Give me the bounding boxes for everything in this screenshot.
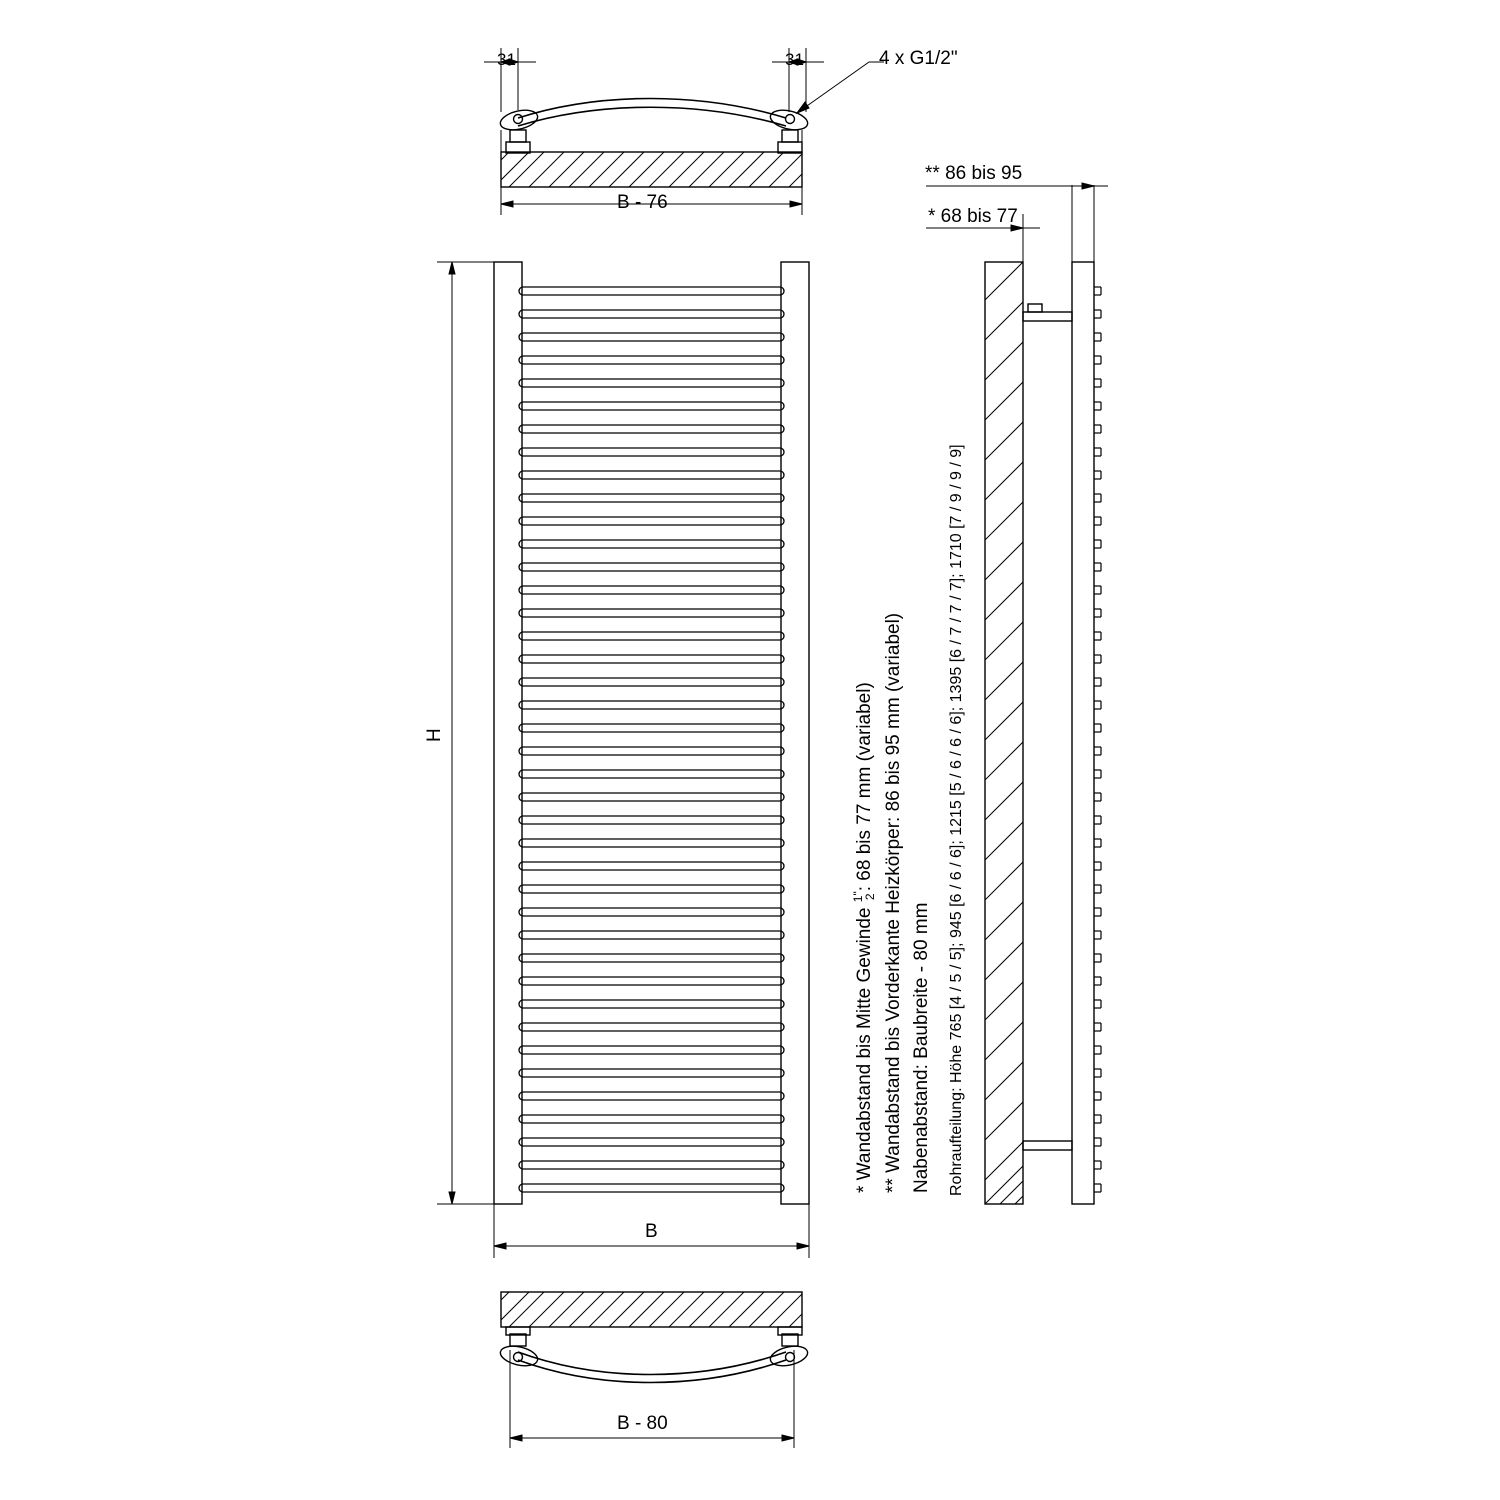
note-wall-distance-thread bbox=[853, 682, 877, 1193]
top-view-width-label: B - 76 bbox=[617, 192, 668, 213]
dim-31-right-label: 31 bbox=[785, 50, 804, 69]
bottom-view-width-label: B - 80 bbox=[617, 1413, 668, 1434]
front-view-rails bbox=[519, 287, 784, 1192]
front-view-collector-left bbox=[494, 262, 522, 1204]
bottom-view-bracket-right bbox=[768, 1327, 809, 1369]
front-view-collector-right bbox=[781, 262, 809, 1204]
front-view-height-label: H bbox=[424, 728, 445, 742]
side-view-dim-inner bbox=[926, 185, 1072, 300]
top-view-tube bbox=[518, 99, 786, 127]
note1-suffix: : 68 bis 77 mm (variabel) bbox=[854, 682, 876, 892]
bottom-view-bracket-left bbox=[498, 1327, 539, 1369]
side-view-wall-hatch bbox=[985, 262, 1023, 1204]
note1-prefix: * Wandabstand bis Mitte Gewinde bbox=[854, 902, 876, 1193]
dim-31-left-label: 31 bbox=[497, 50, 516, 69]
note-hub-distance: Nabenabstand: Baubreite - 80 mm bbox=[911, 902, 932, 1193]
connection-note-label: 4 x G1/2" bbox=[879, 48, 958, 69]
top-view-wall-hatch bbox=[501, 152, 802, 187]
note-wall-distance-front-edge: ** Wandabstand bis Vorderkante Heizkörper: 86 bis 95 mm (variabel) bbox=[883, 612, 904, 1193]
bottom-view-tube bbox=[518, 1352, 786, 1383]
note-pipe-distribution: Rohraufteilung: Höhe 765 [4 / 5 / 5]; 945 [6 / 6 / 6]; 1215 [5 / 6 / 6 / 6]; 1395 [6 / 7 / 7 / 7]; 1710 [7 / 9 / 9 / 9] bbox=[948, 444, 965, 1196]
front-view-width-label: B bbox=[645, 1221, 658, 1242]
top-view-bracket-right bbox=[768, 107, 809, 153]
bottom-view-wall-hatch bbox=[501, 1292, 802, 1327]
note1-fraction: 1" 2 bbox=[851, 891, 877, 903]
side-view-dim-outer-label: ** 86 bis 95 bbox=[925, 163, 1023, 184]
side-view-dim-inner-label: * 68 bis 77 bbox=[928, 206, 1018, 227]
connection-leader bbox=[797, 62, 884, 113]
side-view-body bbox=[1023, 262, 1101, 1204]
front-view-dim-h bbox=[437, 262, 512, 1204]
